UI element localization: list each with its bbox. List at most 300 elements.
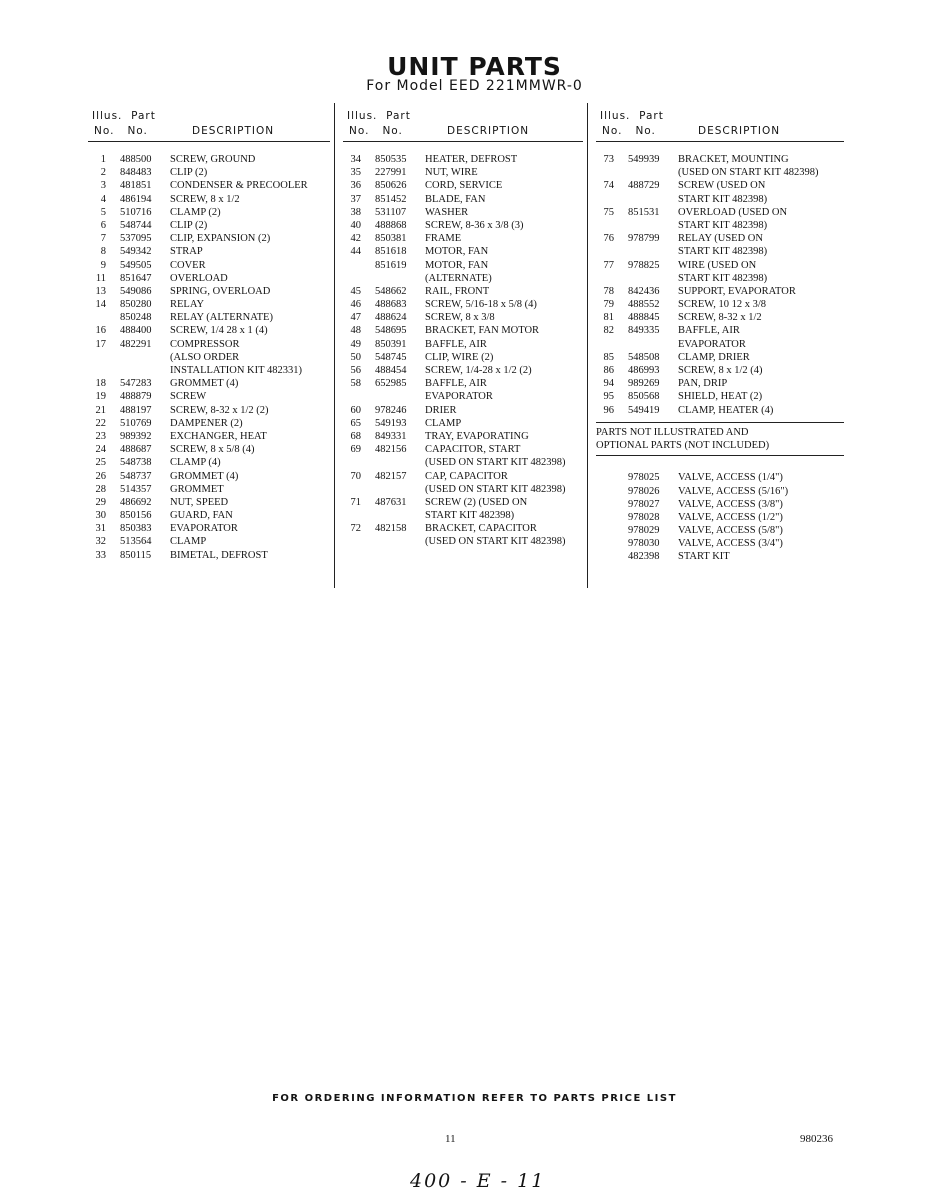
illus-number: 69	[350, 444, 361, 456]
table-row	[88, 245, 330, 258]
table-row	[343, 285, 583, 298]
part-number: 978027	[628, 498, 660, 510]
part-number: 510716	[120, 206, 152, 218]
illus-number: 21	[95, 404, 106, 416]
illus-number: 40	[350, 219, 361, 231]
illus-number: 45	[350, 285, 361, 297]
illus-number: 77	[603, 259, 614, 271]
part-number: 547283	[120, 378, 152, 390]
part-description: SCREW, 8 x 1/2	[170, 193, 240, 205]
not-included-title: PARTS NOT ILLUSTRATED AND	[596, 426, 749, 438]
illus-number: 9	[100, 259, 106, 271]
table-row	[88, 549, 330, 562]
part-number: 652985	[375, 378, 407, 390]
table-row	[343, 232, 583, 245]
illus-number: 73	[603, 154, 614, 165]
part-description: START KIT 482398)	[425, 510, 515, 522]
part-number: 548737	[120, 470, 152, 482]
illus-number: 36	[350, 180, 361, 192]
table-row	[343, 430, 583, 443]
part-description: WASHER	[425, 206, 469, 218]
table-row	[343, 483, 583, 496]
illus-number: 30	[95, 510, 106, 522]
part-number: 978028	[628, 511, 660, 523]
table-row	[88, 259, 330, 272]
illus-number: 11	[95, 272, 106, 284]
model-subtitle: For Model EED 221MMWR-0	[366, 78, 583, 94]
table-row	[343, 404, 583, 417]
part-description: SCREW (2) (USED ON	[425, 496, 528, 508]
table-row	[343, 245, 583, 258]
illus-part-header: Illus. Part	[347, 110, 411, 122]
column-header	[596, 108, 844, 146]
part-description: (USED ON START KIT 482398)	[678, 167, 819, 179]
part-number: 850391	[375, 338, 407, 350]
header-rule	[596, 141, 844, 142]
part-description: MOTOR, FAN	[425, 259, 489, 271]
table-row	[88, 166, 330, 179]
table-row	[343, 456, 583, 469]
table-row	[596, 351, 844, 364]
part-number: 850156	[120, 510, 152, 522]
part-description: START KIT 482398)	[678, 219, 768, 231]
table-row	[88, 522, 330, 535]
part-description: RAIL, FRONT	[425, 285, 490, 297]
table-row	[596, 272, 844, 285]
illus-number: 49	[350, 338, 361, 350]
part-number: 537095	[120, 233, 152, 245]
column-header	[343, 108, 583, 146]
illus-part-header: Illus. Part	[92, 110, 156, 122]
part-number: 488729	[628, 180, 660, 192]
part-description: (USED ON START KIT 482398)	[425, 483, 566, 495]
part-description: CLAMP	[425, 417, 462, 429]
table-row	[343, 338, 583, 351]
illus-number: 65	[350, 417, 361, 429]
part-description: (ALTERNATE)	[425, 272, 492, 284]
illus-number: 82	[603, 325, 614, 337]
table-row	[596, 298, 844, 311]
part-description: BRACKET, MOUNTING	[678, 154, 789, 165]
part-description: SCREW, 5/16-18 x 5/8 (4)	[425, 299, 537, 311]
description-header: DESCRIPTION	[192, 125, 275, 137]
part-number: 851452	[375, 193, 407, 205]
illus-number: 6	[100, 219, 106, 231]
part-description: CAP, CAPACITOR	[425, 470, 508, 482]
illus-number: 31	[95, 523, 106, 535]
part-description: SHIELD, HEAT (2)	[678, 391, 763, 403]
part-number: 978030	[628, 538, 660, 550]
parts-rows	[596, 153, 844, 417]
illus-number: 14	[95, 299, 106, 311]
part-description: RELAY (USED ON	[678, 233, 763, 245]
description-header: DESCRIPTION	[447, 125, 530, 137]
illus-number: 76	[603, 233, 614, 245]
part-description: CONDENSER & PRECOOLER	[170, 180, 308, 192]
parts-column-2	[343, 108, 583, 549]
page-number: 11	[445, 1133, 456, 1145]
part-number: 488687	[120, 444, 152, 456]
part-description: SCREW, 10 12 x 3/8	[678, 299, 766, 311]
illus-number: 19	[95, 391, 106, 403]
table-row	[88, 404, 330, 417]
part-description: BIMETAL, DEFROST	[170, 549, 268, 561]
illus-number: 44	[350, 246, 361, 258]
illus-number: 24	[95, 444, 106, 456]
part-description: CORD, SERVICE	[425, 180, 503, 192]
part-description: VALVE, ACCESS (1/4")	[678, 472, 783, 484]
illus-number: 48	[350, 325, 361, 337]
part-number: 978029	[628, 525, 660, 537]
description-header: DESCRIPTION	[698, 125, 781, 137]
table-row	[343, 443, 583, 456]
table-row	[88, 219, 330, 232]
part-number: 849335	[628, 325, 660, 337]
column-divider	[587, 103, 588, 588]
part-description: SUPPORT, EVAPORATOR	[678, 285, 796, 297]
part-number: 482157	[375, 470, 407, 482]
part-number: 514357	[120, 483, 152, 495]
table-row	[88, 417, 330, 430]
part-description: EVAPORATOR	[678, 338, 746, 350]
table-row	[343, 272, 583, 285]
part-number: 510769	[120, 417, 152, 429]
part-description: NUT, WIRE	[425, 167, 478, 179]
table-row	[596, 179, 844, 192]
table-row	[88, 443, 330, 456]
illus-number: 71	[350, 496, 361, 508]
table-row	[596, 324, 844, 337]
table-row	[343, 324, 583, 337]
table-row	[88, 338, 330, 351]
ordering-note: FOR ORDERING INFORMATION REFER TO PARTS PRICE LIST	[272, 1093, 677, 1104]
part-description: GUARD, FAN	[170, 510, 233, 522]
illus-number: 7	[100, 233, 106, 245]
table-row	[88, 496, 330, 509]
part-description: CLAMP (4)	[170, 457, 221, 469]
illus-part-header: Illus. Part	[600, 110, 664, 122]
table-row	[596, 193, 844, 206]
illus-number: 74	[603, 180, 614, 192]
part-number: 531107	[375, 206, 407, 218]
table-row	[596, 219, 844, 232]
table-row	[596, 245, 844, 258]
part-description: SCREW, 1/4 28 x 1 (4)	[170, 325, 268, 337]
table-row	[596, 471, 844, 484]
illus-number: 16	[95, 325, 106, 337]
illus-number: 94	[603, 378, 614, 390]
part-number: 548695	[375, 325, 407, 337]
table-row	[343, 179, 583, 192]
part-number: 978026	[628, 485, 660, 497]
illus-number: 46	[350, 299, 361, 311]
illus-number: 28	[95, 483, 106, 495]
part-number: 850381	[375, 233, 407, 245]
table-row	[596, 206, 844, 219]
part-number: 482158	[375, 523, 407, 535]
part-number: 548508	[628, 351, 660, 363]
not-included-subtitle: OPTIONAL PARTS (NOT INCLUDED)	[596, 439, 770, 451]
part-description: CLAMP (2)	[170, 206, 221, 218]
table-row	[596, 404, 844, 417]
illus-number: 78	[603, 285, 614, 297]
illus-number: 17	[95, 338, 106, 350]
illus-number: 4	[100, 193, 106, 205]
illus-number: 37	[350, 193, 361, 205]
illus-number: 72	[350, 523, 361, 535]
parts-column-1	[88, 108, 330, 562]
table-row	[88, 298, 330, 311]
illus-number: 13	[95, 285, 106, 297]
table-row	[596, 524, 844, 537]
part-description: GROMMET (4)	[170, 470, 239, 482]
part-number: 549419	[628, 404, 660, 416]
part-number: 488879	[120, 391, 152, 403]
part-number: 549342	[120, 246, 152, 258]
part-number: 851531	[628, 206, 660, 218]
table-row	[343, 377, 583, 390]
illus-number: 33	[95, 549, 106, 561]
illus-number: 70	[350, 470, 361, 482]
part-description: (USED ON START KIT 482398)	[425, 536, 566, 548]
table-row	[88, 377, 330, 390]
illus-number: 2	[100, 167, 106, 179]
part-description: VALVE, ACCESS (1/2")	[678, 511, 783, 523]
part-number: 482156	[375, 444, 407, 456]
part-number: 548744	[120, 219, 152, 231]
part-description: BAFFLE, AIR	[678, 325, 740, 337]
table-row	[596, 232, 844, 245]
part-description: SCREW, 8 x 3/8	[425, 312, 495, 324]
illus-number: 22	[95, 417, 106, 429]
illus-number: 23	[95, 430, 106, 442]
part-description: TRAY, EVAPORATING	[425, 430, 529, 442]
illus-number: 79	[603, 299, 614, 311]
table-row	[596, 285, 844, 298]
part-number: 486194	[120, 193, 152, 205]
illus-number: 95	[603, 391, 614, 403]
part-number: 989392	[120, 430, 152, 442]
table-row	[596, 153, 844, 166]
table-row	[343, 470, 583, 483]
part-description: PAN, DRIP	[678, 378, 728, 390]
table-row	[88, 324, 330, 337]
part-description: BAFFLE, AIR	[425, 338, 487, 350]
part-description: CLIP (2)	[170, 167, 208, 179]
part-description: CLIP, EXPANSION (2)	[170, 233, 271, 245]
part-description: STRAP	[170, 246, 203, 258]
column-header	[88, 108, 330, 146]
illus-number: 1	[100, 154, 106, 165]
part-description: (USED ON START KIT 482398)	[425, 457, 566, 469]
part-number: 488400	[120, 325, 152, 337]
illus-number: 34	[350, 154, 361, 165]
table-row	[88, 535, 330, 548]
part-description: SCREW, 1/4-28 x 1/2 (2)	[425, 365, 532, 376]
table-row	[88, 232, 330, 245]
table-row	[343, 509, 583, 522]
table-row	[88, 483, 330, 496]
part-description: WIRE (USED ON	[678, 259, 757, 271]
part-number: 488683	[375, 299, 407, 311]
illus-number: 50	[350, 351, 361, 363]
part-description: CLAMP	[170, 536, 207, 548]
part-description: CLIP, WIRE (2)	[425, 351, 494, 363]
part-description: START KIT 482398)	[678, 246, 768, 258]
part-number: 989269	[628, 378, 660, 390]
part-number: 850535	[375, 154, 407, 165]
part-number: 482398	[628, 551, 660, 563]
part-description: EVAPORATOR	[425, 391, 493, 403]
table-row	[343, 535, 583, 548]
handwritten-note: 400 - E - 11	[410, 1170, 546, 1192]
table-row	[596, 166, 844, 179]
table-row	[343, 364, 583, 377]
part-description: NUT, SPEED	[170, 496, 229, 508]
table-row	[596, 259, 844, 272]
part-description: START KIT	[678, 551, 730, 563]
table-row	[343, 153, 583, 166]
part-description: CLAMP, DRIER	[678, 351, 750, 363]
table-row	[596, 364, 844, 377]
part-number: 549086	[120, 285, 152, 297]
part-description: VALVE, ACCESS (5/8")	[678, 525, 783, 537]
part-number: 481851	[120, 180, 152, 192]
table-row	[88, 456, 330, 469]
not-included-rows	[596, 471, 844, 563]
part-number: 486993	[628, 365, 660, 376]
number-header: No. No.	[94, 125, 148, 137]
part-description: GROMMET (4)	[170, 378, 239, 390]
table-row	[343, 219, 583, 232]
illus-number: 68	[350, 430, 361, 442]
part-number: 488552	[628, 299, 660, 311]
part-number: 488454	[375, 365, 407, 376]
part-number: 851619	[375, 259, 407, 271]
part-description: SCREW, 8-36 x 3/8 (3)	[425, 219, 524, 231]
illus-number: 38	[350, 206, 361, 218]
part-number: 488868	[375, 219, 407, 231]
table-row	[596, 377, 844, 390]
table-row	[343, 259, 583, 272]
illus-number: 56	[350, 365, 361, 376]
table-row	[88, 153, 330, 166]
part-number: 488624	[375, 312, 407, 324]
part-number: 488500	[120, 154, 152, 165]
illus-number: 5	[100, 206, 106, 218]
part-description: BRACKET, FAN MOTOR	[425, 325, 540, 337]
part-description: SPRING, OVERLOAD	[170, 285, 271, 297]
table-row	[88, 179, 330, 192]
part-number: 488197	[120, 404, 152, 416]
part-description: EVAPORATOR	[170, 523, 238, 535]
number-header: No. No.	[349, 125, 403, 137]
part-number: 848483	[120, 167, 152, 179]
part-number: 548738	[120, 457, 152, 469]
part-number: 549193	[375, 417, 407, 429]
illus-number: 35	[350, 167, 361, 179]
part-number: 978825	[628, 259, 660, 271]
header-rule	[343, 141, 583, 142]
illus-number: 3	[100, 180, 106, 192]
part-number: 549939	[628, 154, 660, 165]
table-row	[88, 311, 330, 324]
table-row	[343, 193, 583, 206]
table-row	[343, 298, 583, 311]
table-row	[88, 285, 330, 298]
part-number: 978799	[628, 233, 660, 245]
table-row	[343, 522, 583, 535]
part-description: BAFFLE, AIR	[425, 378, 487, 390]
part-number: 548745	[375, 351, 407, 363]
part-description: DAMPENER (2)	[170, 417, 243, 429]
page-title: UNIT PARTS	[387, 52, 562, 81]
table-row	[88, 364, 330, 377]
illus-number: 32	[95, 536, 106, 548]
part-description: SCREW, 8 x 5/8 (4)	[170, 444, 255, 456]
table-row	[88, 193, 330, 206]
part-number: 850280	[120, 299, 152, 311]
part-description: SCREW, 8-32 x 1/2 (2)	[170, 404, 269, 416]
part-number: 978025	[628, 472, 660, 484]
table-row	[596, 311, 844, 324]
part-description: START KIT 482398)	[678, 272, 768, 284]
table-row	[343, 417, 583, 430]
part-description: BLADE, FAN	[425, 193, 486, 205]
part-number: 487631	[375, 496, 407, 508]
part-description: MOTOR, FAN	[425, 246, 489, 258]
illus-number: 25	[95, 457, 106, 469]
table-row	[596, 511, 844, 524]
table-row	[88, 390, 330, 403]
part-description: FRAME	[425, 233, 462, 245]
table-row	[88, 206, 330, 219]
illus-number: 18	[95, 378, 106, 390]
part-number: 488845	[628, 312, 660, 324]
part-number: 850115	[120, 549, 152, 561]
table-row	[596, 550, 844, 563]
illus-number: 60	[350, 404, 361, 416]
illus-number: 58	[350, 378, 361, 390]
illus-number: 42	[350, 233, 361, 245]
part-description: VALVE, ACCESS (3/4")	[678, 538, 783, 550]
illus-number: 81	[603, 312, 614, 324]
part-number: 482291	[120, 338, 152, 350]
part-number: 842436	[628, 285, 660, 297]
part-description: OVERLOAD	[170, 272, 228, 284]
illus-number: 8	[100, 246, 106, 258]
parts-rows	[88, 153, 330, 562]
table-row	[343, 390, 583, 403]
part-description: CLAMP, HEATER (4)	[678, 404, 774, 416]
part-number: 978246	[375, 404, 407, 416]
part-number: 548662	[375, 285, 407, 297]
part-description: COMPRESSOR	[170, 338, 240, 350]
part-description: EXCHANGER, HEAT	[170, 430, 267, 442]
part-description: BRACKET, CAPACITOR	[425, 523, 537, 535]
table-row	[343, 351, 583, 364]
part-description: CLIP (2)	[170, 219, 208, 231]
number-header: No. No.	[602, 125, 656, 137]
part-description: SCREW, GROUND	[170, 154, 256, 165]
part-description: SCREW, 8-32 x 1/2	[678, 312, 762, 324]
illus-number: 96	[603, 404, 614, 416]
table-row	[596, 390, 844, 403]
table-row	[596, 498, 844, 511]
part-description: INSTALLATION KIT 482331)	[170, 365, 302, 376]
table-row	[88, 351, 330, 364]
part-description: (ALSO ORDER	[170, 351, 240, 363]
